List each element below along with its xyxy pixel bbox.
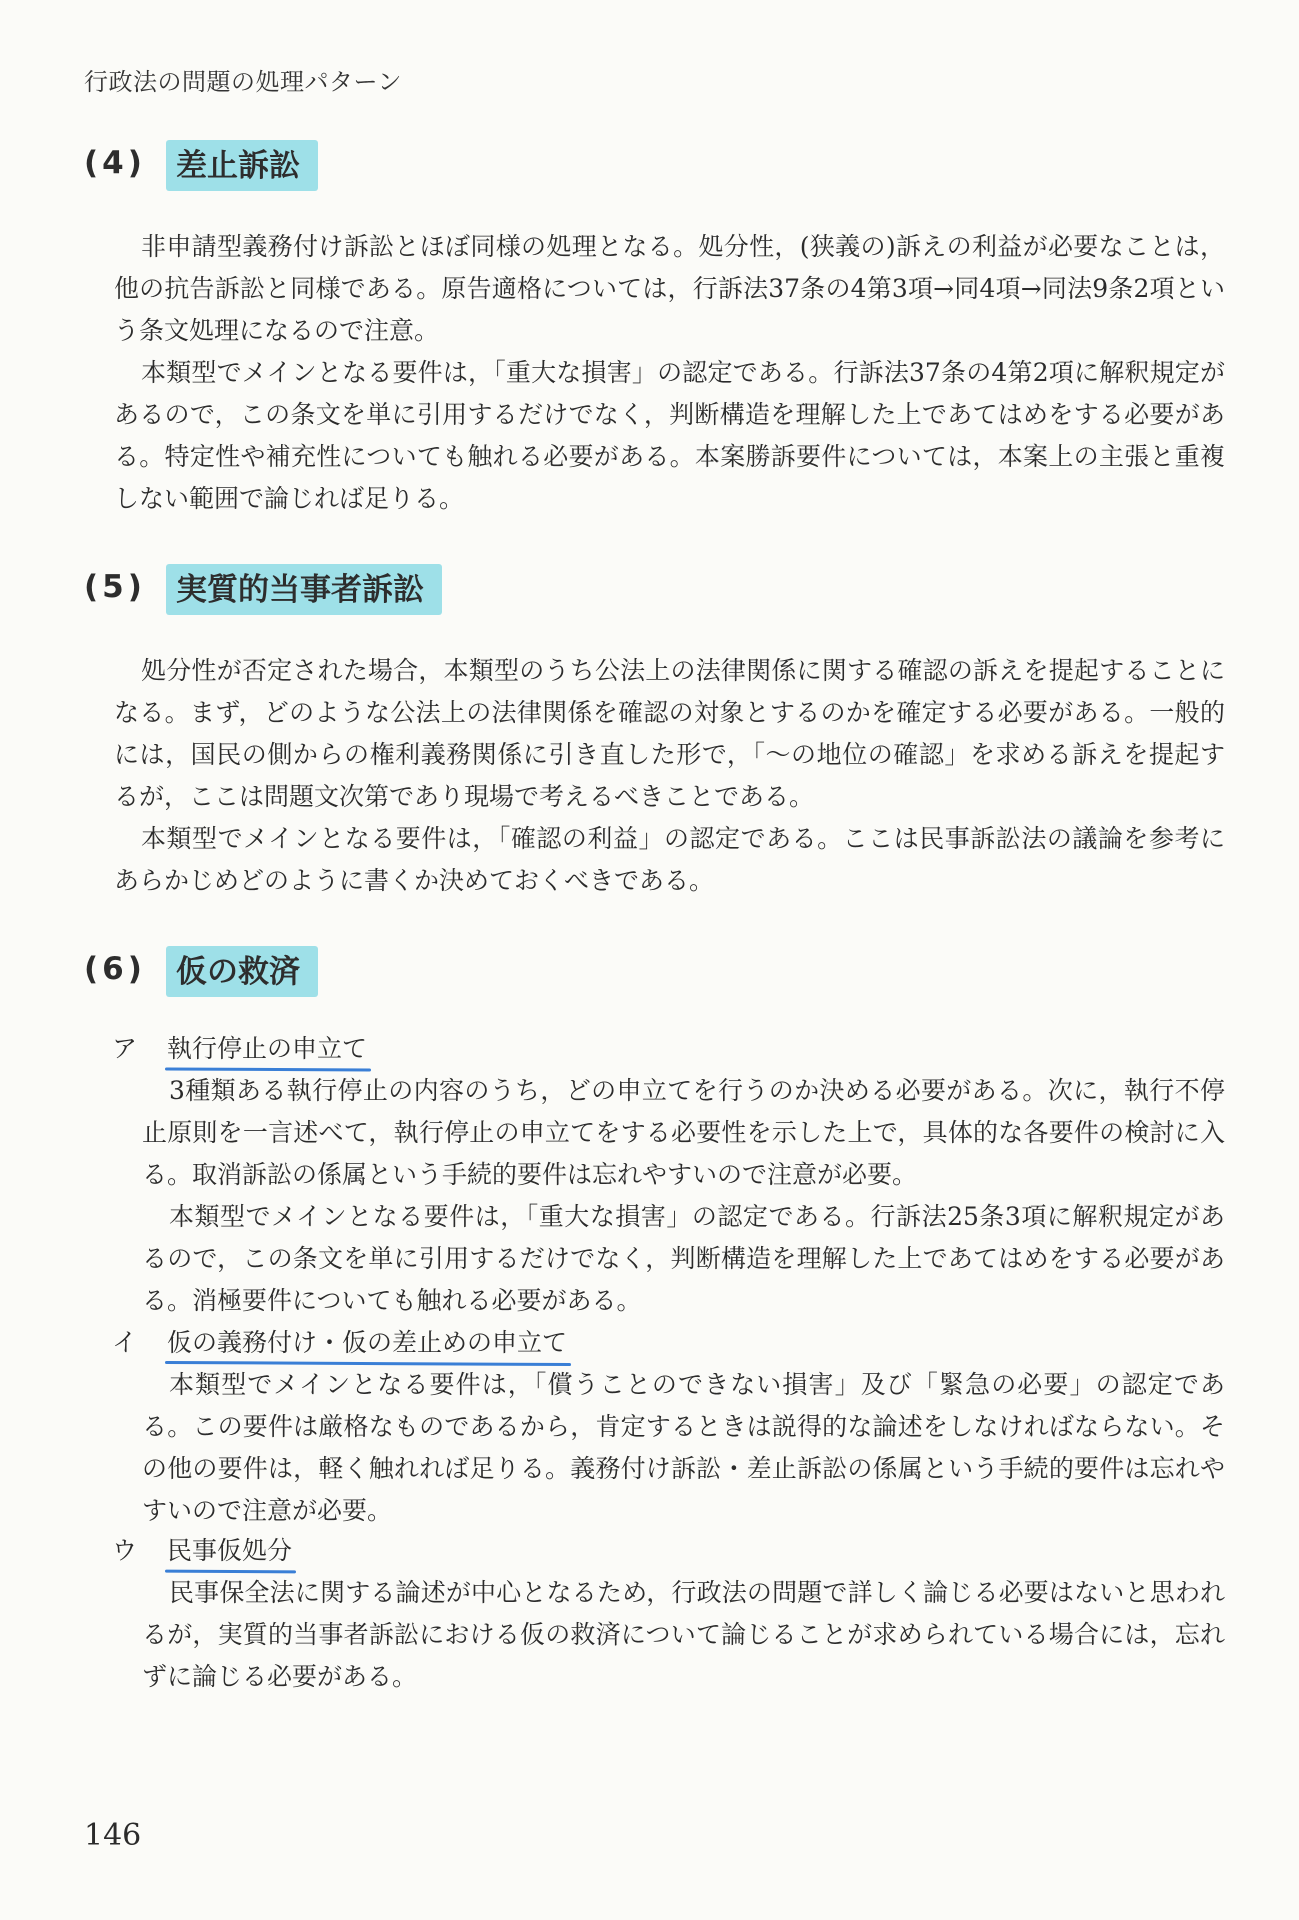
paragraph: 本類型でメインとなる要件は，「確認の利益」の認定である。ここは民事訴訟法の議論を参考にあらかじめどのように書くか決めておくべきである。	[114, 824, 1225, 895]
subsection-heading-i	[112, 1326, 567, 1362]
section-title-wrap	[172, 138, 308, 187]
paragraph: 本類型でメインとなる要件は，「重大な損害」の認定である。行訴法25条3項に解釈規定があるので，この条文を単に引用するだけでなく，判断構造を理解した上であてはめをする必要がある。消極要件についても触れる必要がある。	[142, 1202, 1225, 1315]
section-number: (4)	[84, 144, 146, 181]
paragraph: 本類型でメインとなる要件は，「償うことのできない損害」及び「緊急の必要」の認定である。この要件は厳格なものであるから，肯定するときは説得的な論述をしなければならない。その他の要件は，軽く触れれば足りる。義務付け訴訟・差止訴訟の係属という手続的要件は忘れやすいので注意が必要。	[142, 1370, 1225, 1525]
subsection-label: 仮の義務付け・仮の差止めの申立て	[167, 1326, 567, 1362]
page-number: 146	[84, 1818, 142, 1853]
subsection-label: 民事仮処分	[167, 1534, 292, 1570]
subsection-marker: ウ	[112, 1536, 138, 1565]
running-head: 行政法の問題の処理パターン	[84, 68, 403, 96]
subsection-heading-u	[112, 1534, 292, 1570]
section-heading-4	[84, 138, 308, 187]
section-heading-6	[84, 944, 308, 993]
subsection-label: 執行停止の申立て	[167, 1032, 367, 1068]
section-title: 仮の救済	[176, 954, 300, 990]
paragraph: 処分性が否定された場合，本類型のうち公法上の法律関係に関する確認の訴えを提起することになる。まず，どのような公法上の法律関係を確認の対象とするのかを確定する必要がある。一般的には，国民の側からの権利義務関係に引き直した形で，「〜の地位の確認」を求める訴えを提起するが，ここは問題文次第であり現場で考えるべきことである。	[114, 656, 1225, 811]
subsection-marker: ア	[112, 1034, 138, 1063]
section-title: 実質的当事者訴訟	[176, 572, 424, 608]
subsection-marker: イ	[112, 1328, 138, 1357]
section-title-wrap	[172, 944, 308, 993]
paragraph: 非申請型義務付け訴訟とほぼ同様の処理となる。処分性，(狭義の)訴えの利益が必要なことは，他の抗告訴訟と同様である。原告適格については，行訴法37条の4第3項→同4項→同法9条2項という条文処理になるので注意。	[114, 232, 1225, 345]
section-number: (6)	[84, 950, 146, 987]
paragraph: 民事保全法に関する論述が中心となるため，行政法の問題で詳しく論じる必要はないと思われるが，実質的当事者訴訟における仮の救済について論じることが求められている場合には，忘れずに論じる必要がある。	[142, 1578, 1225, 1691]
paragraph: 本類型でメインとなる要件は，「重大な損害」の認定である。行訴法37条の4第2項に解釈規定があるので，この条文を単に引用するだけでなく，判断構造を理解した上であてはめをする必要がある。特定性や補充性についても触れる必要がある。本案勝訴要件については，本案上の主張と重複しない範囲で論じれば足りる。	[114, 358, 1225, 513]
section-title-wrap	[172, 562, 432, 611]
section-number: (5)	[84, 568, 146, 605]
section-title: 差止訴訟	[176, 148, 300, 184]
subsection-heading-a	[112, 1032, 367, 1068]
paragraph: 3種類ある執行停止の内容のうち，どの申立てを行うのか決める必要がある。次に，執行不停止原則を一言述べて，執行停止の申立てをする必要性を示した上で，具体的な各要件の検討に入る。取消訴訟の係属という手続的要件は忘れやすいので注意が必要。	[142, 1076, 1225, 1189]
section-heading-5	[84, 562, 432, 611]
